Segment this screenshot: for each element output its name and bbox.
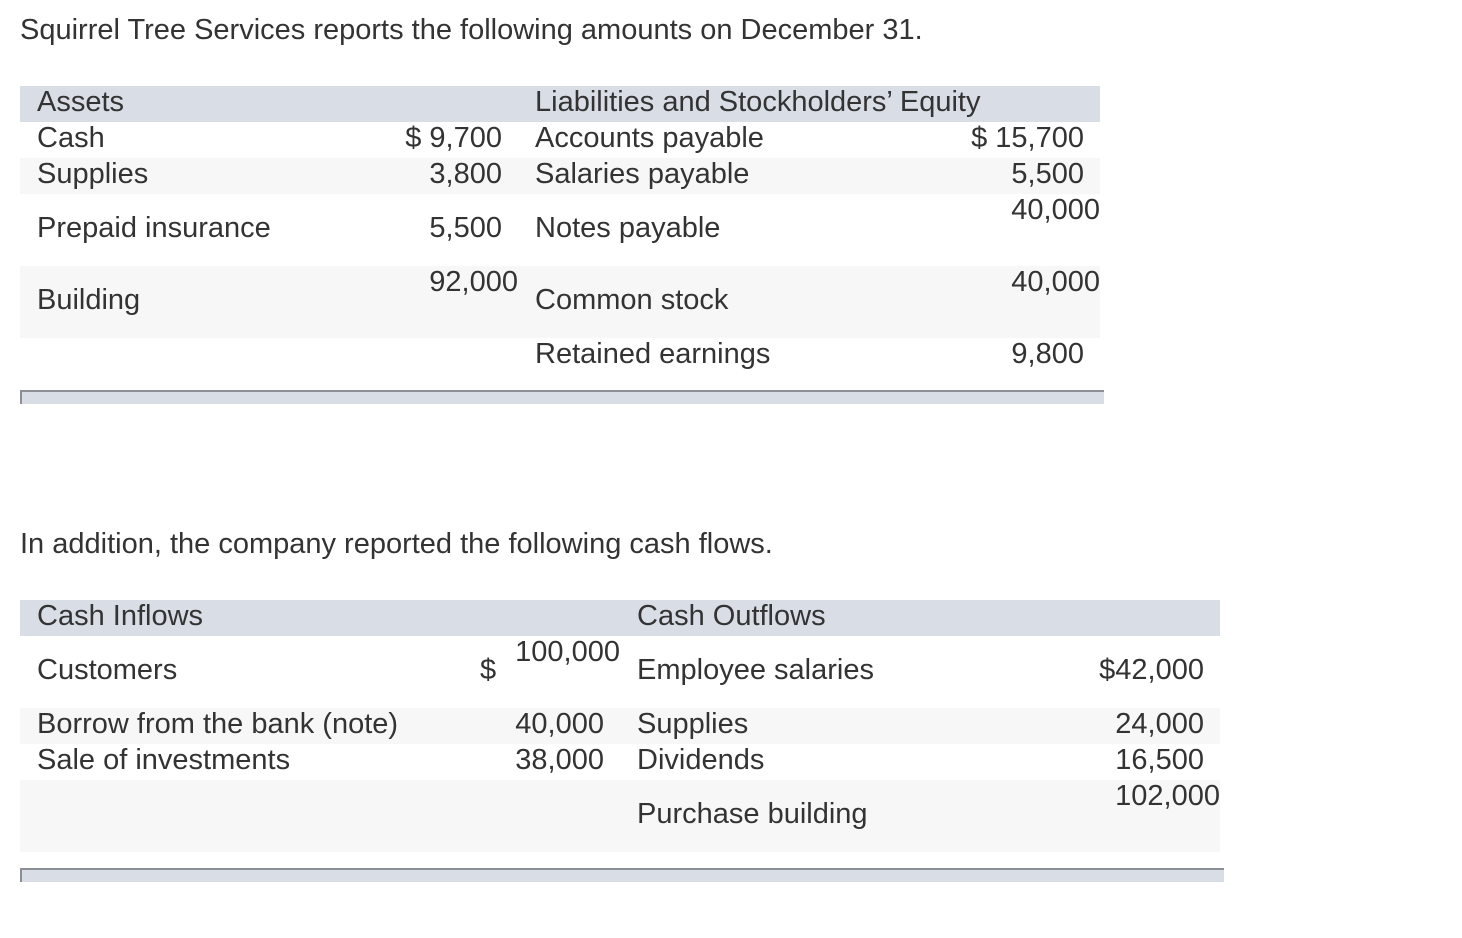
outflow-label: Supplies [637, 708, 749, 740]
outflows-header: Cash Outflows [637, 600, 826, 632]
inflow-amount: 100,000 [515, 636, 620, 668]
inflows-header: Cash Inflows [37, 600, 204, 632]
inflow-label: Borrow from the bank (note) [37, 708, 399, 740]
asset-label: Prepaid insurance [37, 212, 271, 244]
asset-amount: 92,000 [429, 266, 518, 298]
intro-text: Squirrel Tree Services reports the following amounts on December 31. [20, 14, 923, 46]
inflow-amount: 40,000 [515, 708, 604, 740]
outflow-amount: 24,000 [1115, 708, 1204, 740]
outflow-amount: $42,000 [1099, 654, 1204, 686]
liability-amount: $ 15,700 [971, 122, 1084, 154]
dollar-sign: $ [480, 654, 497, 686]
outflow-amount: 16,500 [1115, 744, 1204, 776]
asset-label: Cash [37, 122, 105, 154]
outflow-amount: 102,000 [1115, 780, 1220, 812]
liability-amount: 5,500 [1011, 158, 1084, 190]
asset-amount: 5,500 [429, 212, 502, 244]
liability-amount: 40,000 [1011, 266, 1100, 298]
liability-amount: 9,800 [1011, 338, 1084, 370]
asset-label: Supplies [37, 158, 149, 190]
liability-label: Salaries payable [535, 158, 750, 190]
liability-label: Notes payable [535, 212, 721, 244]
asset-amount: $ 9,700 [405, 122, 502, 154]
balance-table-footer [20, 390, 1104, 404]
cashflow-intro-text: In addition, the company reported the following cash flows. [20, 528, 773, 560]
outflow-label: Employee salaries [637, 654, 874, 686]
liability-label: Common stock [535, 284, 729, 316]
assets-header: Assets [37, 86, 125, 118]
asset-label: Building [37, 284, 141, 316]
cashflow-table-footer [20, 868, 1224, 882]
inflow-amount: 38,000 [515, 744, 604, 776]
outflow-label: Dividends [637, 744, 765, 776]
outflow-label: Purchase building [637, 798, 868, 830]
inflow-label: Sale of investments [37, 744, 291, 776]
liabilities-header: Liabilities and Stockholders’ Equity [535, 86, 981, 118]
liability-amount: 40,000 [1011, 194, 1100, 226]
asset-amount: 3,800 [429, 158, 502, 190]
liability-label: Retained earnings [535, 338, 771, 370]
liability-label: Accounts payable [535, 122, 764, 154]
inflow-label: Customers [37, 654, 178, 686]
